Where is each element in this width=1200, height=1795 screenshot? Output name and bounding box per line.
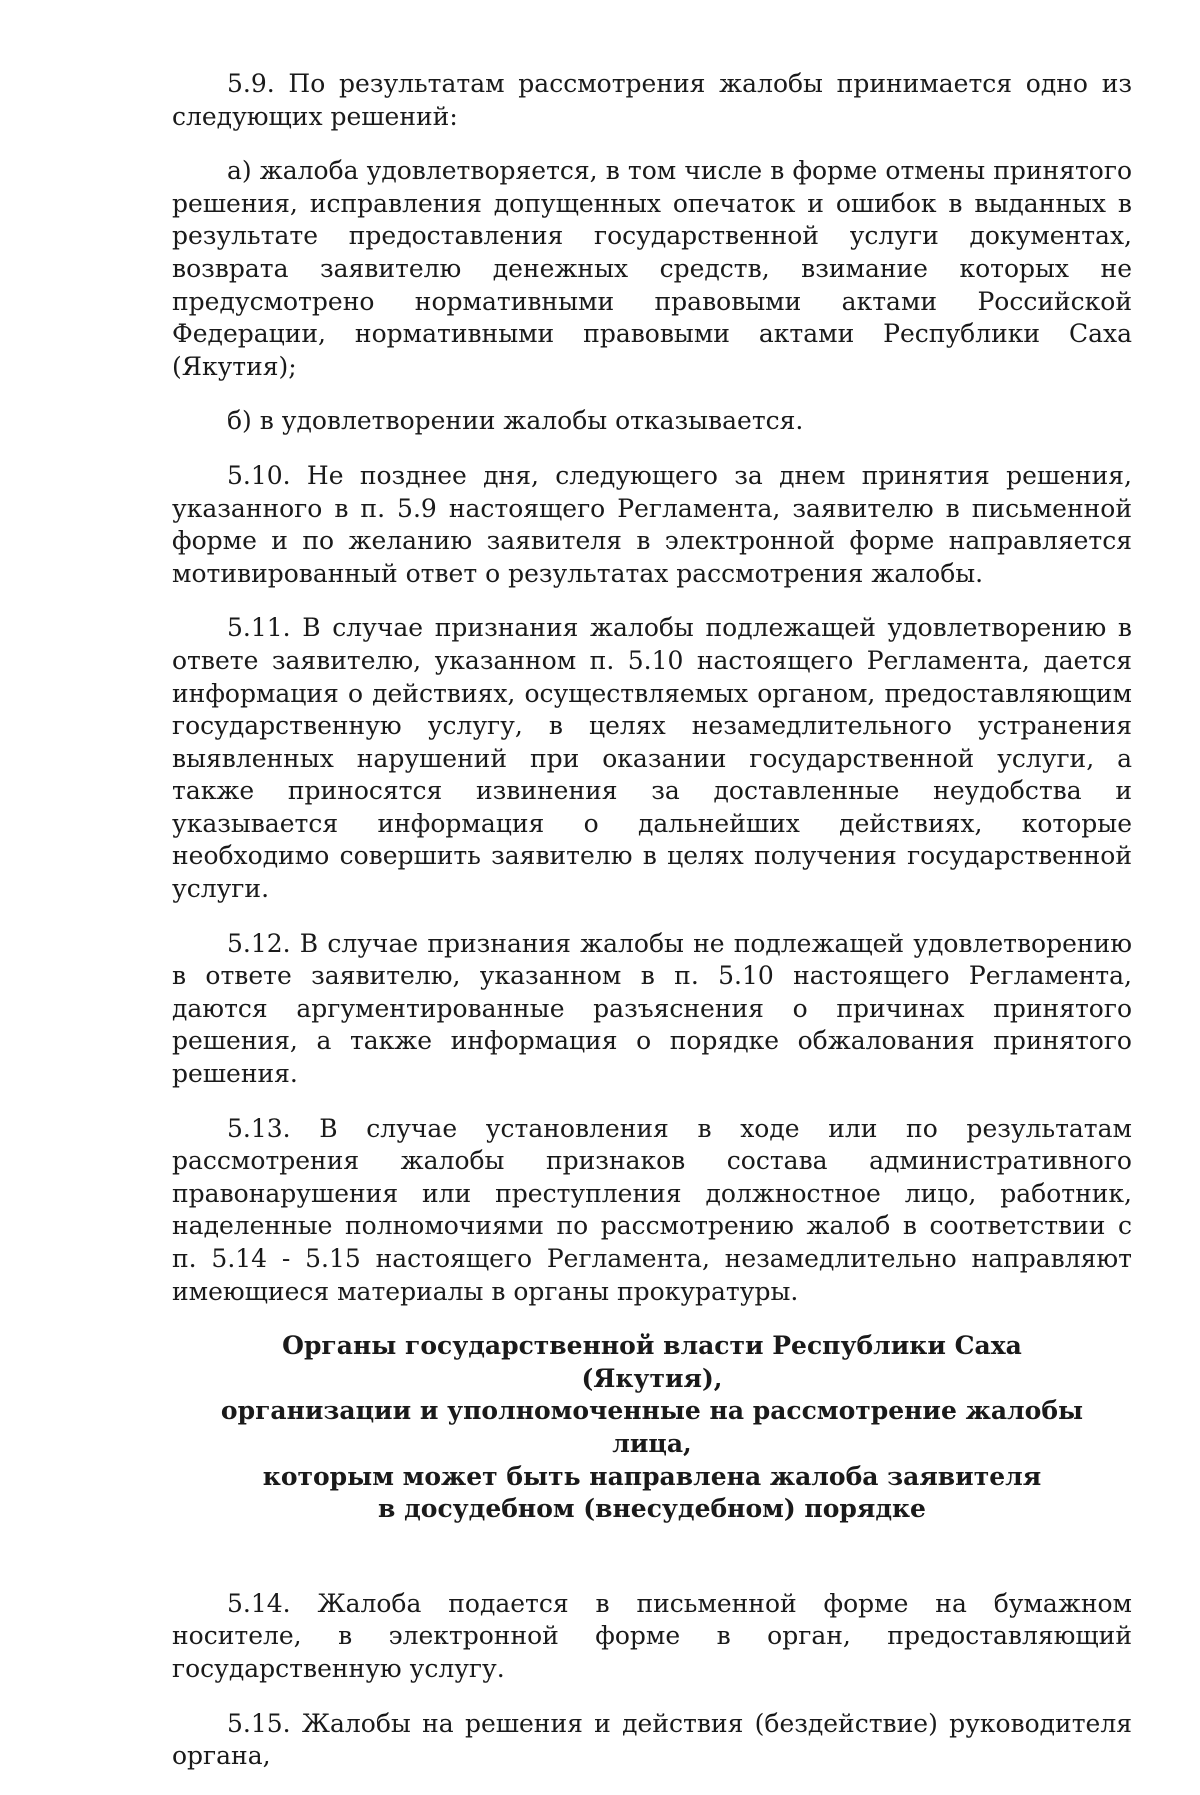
paragraph-5-12: 5.12. В случае признания жалобы не подлежащей удовлетворению в ответе заявителю, указанном в п. 5.10 настоящего Регламента, даются аргументированные разъяснения о причинах принятого решения, а также информация о порядке обжалования принятого решения. <box>172 928 1132 1089</box>
paragraph-5-14: 5.14. Жалоба подается в письменной форме на бумажном носителе, в электронной форме в орган, предоставляющий государственную услугу. <box>172 1588 1132 1683</box>
heading-line-3: которым может быть направлена жалоба заявителя <box>262 1461 1042 1491</box>
paragraph-5-9-b: б) в удовлетворении жалобы отказывается. <box>227 406 804 436</box>
section-heading <box>172 1330 1132 1526</box>
paragraph-5-13: 5.13. В случае установления в ходе или по результатам рассмотрения жалобы признаков состава административного правонарушения или преступления должностное лицо, работник, наделенные полномочиями по рассмотрению жалоб в соответствии с п. 5.14 - 5.15 настоящего Регламента, незамедлительно направляют имеющиеся материалы в органы прокуратуры. <box>172 1113 1132 1306</box>
paragraph-5-10: 5.10. Не позднее дня, следующего за днем принятия решения, указанного в п. 5.9 настоящего Регламента, заявителю в письменной форме и по желанию заявителя в электронной форме направляется мотивированный ответ о результатах рассмотрения жалобы. <box>172 460 1132 588</box>
heading-line-4: в досудебном (внесудебном) порядке <box>378 1494 926 1524</box>
paragraph-5-15: 5.15. Жалобы на решения и действия (бездействие) руководителя органа, <box>172 1708 1132 1771</box>
paragraph-5-9: 5.9. По результатам рассмотрения жалобы принимается одно из следующих решений: <box>172 69 1132 131</box>
heading-line-1: Органы государственной власти Республики Саха (Якутия), <box>282 1331 1022 1393</box>
paragraph-5-11: 5.11. В случае признания жалобы подлежащей удовлетворению в ответе заявителю, указанном п. 5.10 настоящего Регламента, дается информация о действиях, осуществляемых органом, предоставляющим государственную услугу, в целях незамедлительного устранения выявленных нарушений при оказании государственной услуги, а также приносятся извинения за доставленные неудобства и указывается информация о дальнейших действиях, которые необходимо совершить заявителю в целях получения государственной услуги. <box>172 613 1132 904</box>
heading-line-2: организации и уполномоченные на рассмотрение жалобы лица, <box>220 1396 1084 1458</box>
paragraph-5-9-a: а) жалоба удовлетворяется, в том числе в форме отмены принятого решения, исправления допущенных опечаток и ошибок в выданных в результате предоставления государственной услуги документах, возврата заявителю денежных средств, взимание которых не предусмотрено нормативными правовыми актами Российской Федерации, нормативными правовыми актами Республики Саха (Якутия); <box>172 156 1132 381</box>
document-page <box>172 68 1132 1795</box>
